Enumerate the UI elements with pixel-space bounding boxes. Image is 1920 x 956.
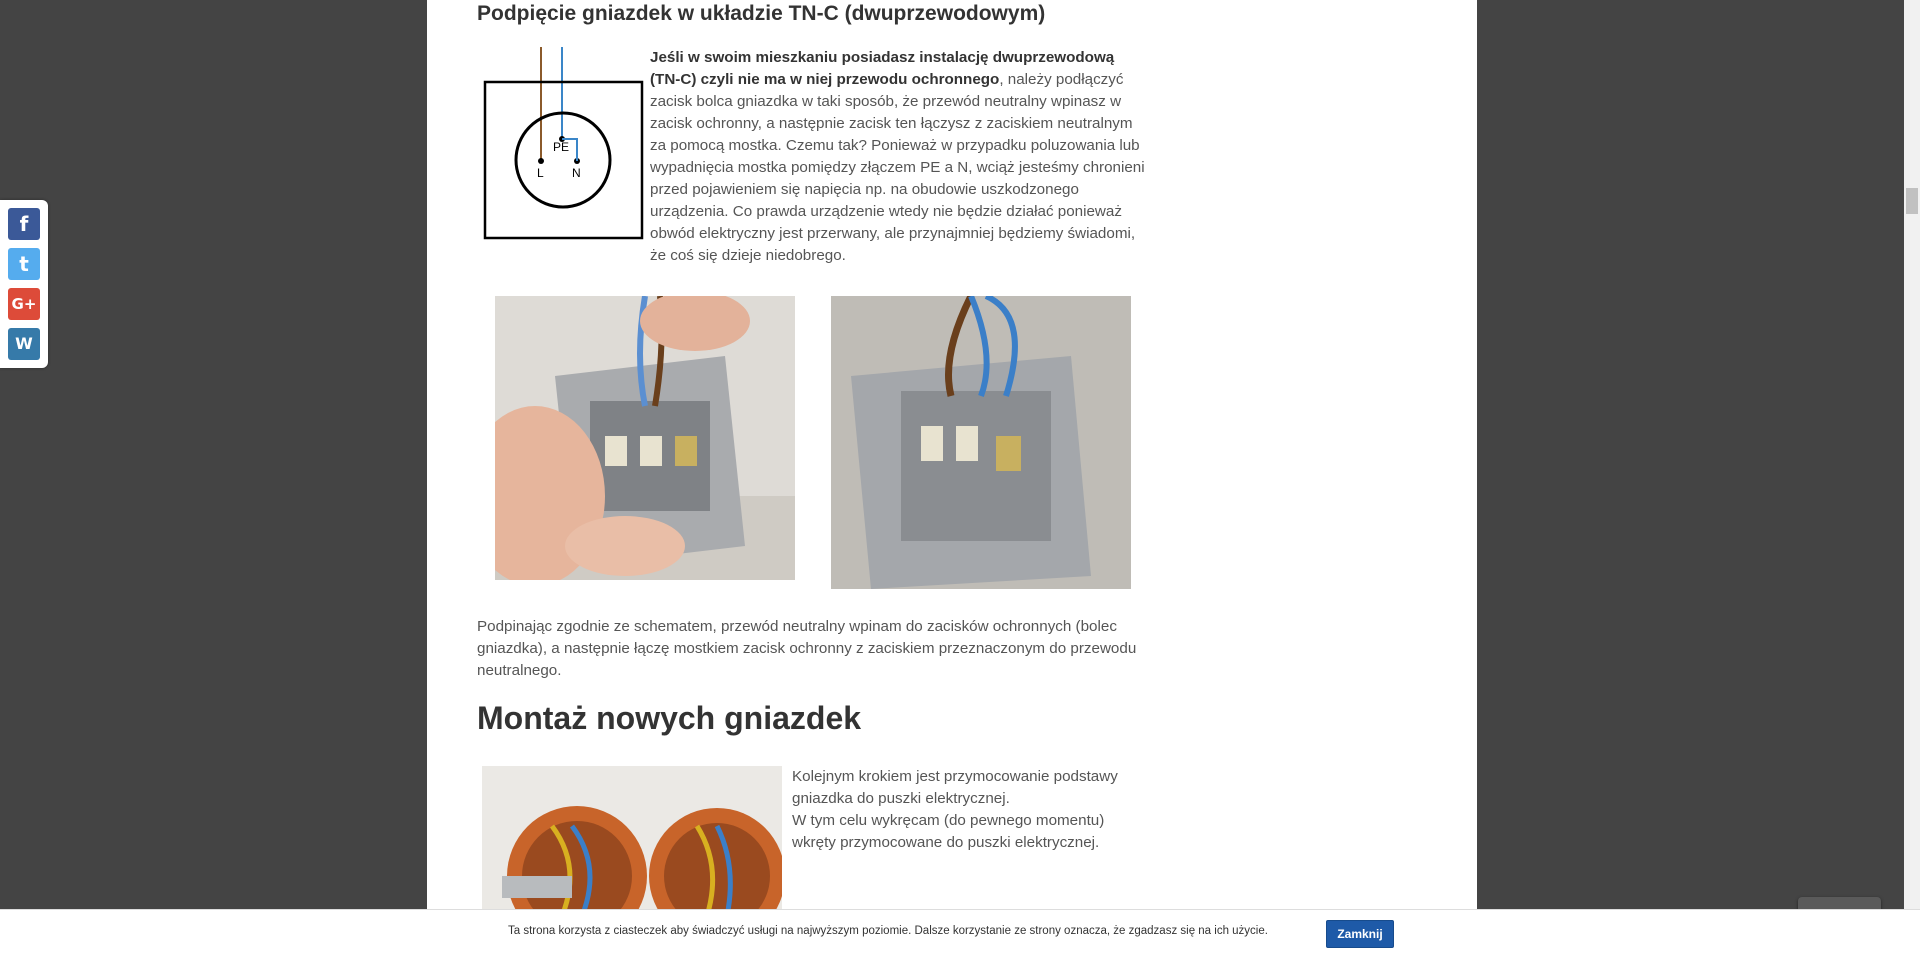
mounting-text-1: Kolejnym krokiem jest przymocowanie podstawy gniazdka do puszki elektrycznej. bbox=[792, 768, 1118, 807]
twitter-share-button[interactable]: t bbox=[8, 248, 40, 280]
page-container bbox=[427, 0, 1477, 955]
socket-wiring-photo-1 bbox=[495, 296, 795, 580]
scrollbar-thumb[interactable] bbox=[1906, 188, 1918, 214]
intro-text: , należy podłączyć zacisk bolca gniazdka w taki sposób, że przewód neutralny wpinasz w zacisk ochronny, a następnie zacisk ten łączysz z zaciskiem neutralnym za pomocą mostka. Czemu tak? Ponieważ w przypadku poluzowania lub wypadnięcia mostka pomiędzy złączem PE a N, wciąż jesteśmy chronieni przed pojawieniem się napięcia np. na obudowie uszkodzonego urządzenia. Co prawda urządzenie wtedy nie będzie działać ponieważ obwód elektryczny jest przerwany, ale przynajmniej będziemy świadomi, że coś się dzieje niedobrego. bbox=[650, 71, 1145, 264]
social-share-bar bbox=[0, 200, 48, 368]
googleplus-share-button[interactable]: G+ bbox=[8, 288, 40, 320]
mounting-paragraph bbox=[792, 766, 1152, 854]
pe-label: PE bbox=[553, 140, 570, 154]
cookie-banner bbox=[0, 909, 1920, 956]
l-label: L bbox=[537, 166, 544, 180]
intro-paragraph bbox=[650, 47, 1145, 267]
section-heading: Montaż nowych gniazdek bbox=[477, 700, 862, 736]
intro-bold-text: Jeśli w swoim mieszkaniu posiadasz instalację dwuprzewodową (TN-C) czyli nie ma w niej przewodu ochronnego bbox=[650, 49, 1115, 88]
section-subheading: Podpięcie gniazdek w układzie TN-C (dwuprzewodowym) bbox=[477, 2, 1046, 25]
electrical-box-photo bbox=[482, 766, 782, 916]
wiring-paragraph: Podpinając zgodnie ze schematem, przewód neutralny wpinam do zacisków ochronnych (bolec gniazdka), a następnie łączę mostkiem zacisk ochronny z zaciskiem przeznaczonym do przewodu neutralnego. bbox=[477, 618, 1137, 679]
scrollbar-track[interactable] bbox=[1904, 0, 1920, 909]
n-label: N bbox=[572, 166, 581, 180]
socket-wiring-photo-2 bbox=[831, 296, 1131, 589]
facebook-share-button[interactable]: f bbox=[8, 208, 40, 240]
cookie-close-button[interactable]: Zamknij bbox=[1326, 920, 1394, 948]
cookie-message: Ta strona korzysta z ciasteczek aby świadczyć usługi na najwyższym poziomie. Dalsze korzystanie ze strony oznacza, że zgadzasz się na ich użycie. bbox=[508, 925, 1268, 937]
wiring-diagram bbox=[482, 47, 647, 247]
mounting-text-2: W tym celu wykręcam (do pewnego momentu) wkręty przymocowane do puszki elektrycznej. bbox=[792, 812, 1105, 851]
wykop-share-button[interactable]: W bbox=[8, 328, 40, 360]
